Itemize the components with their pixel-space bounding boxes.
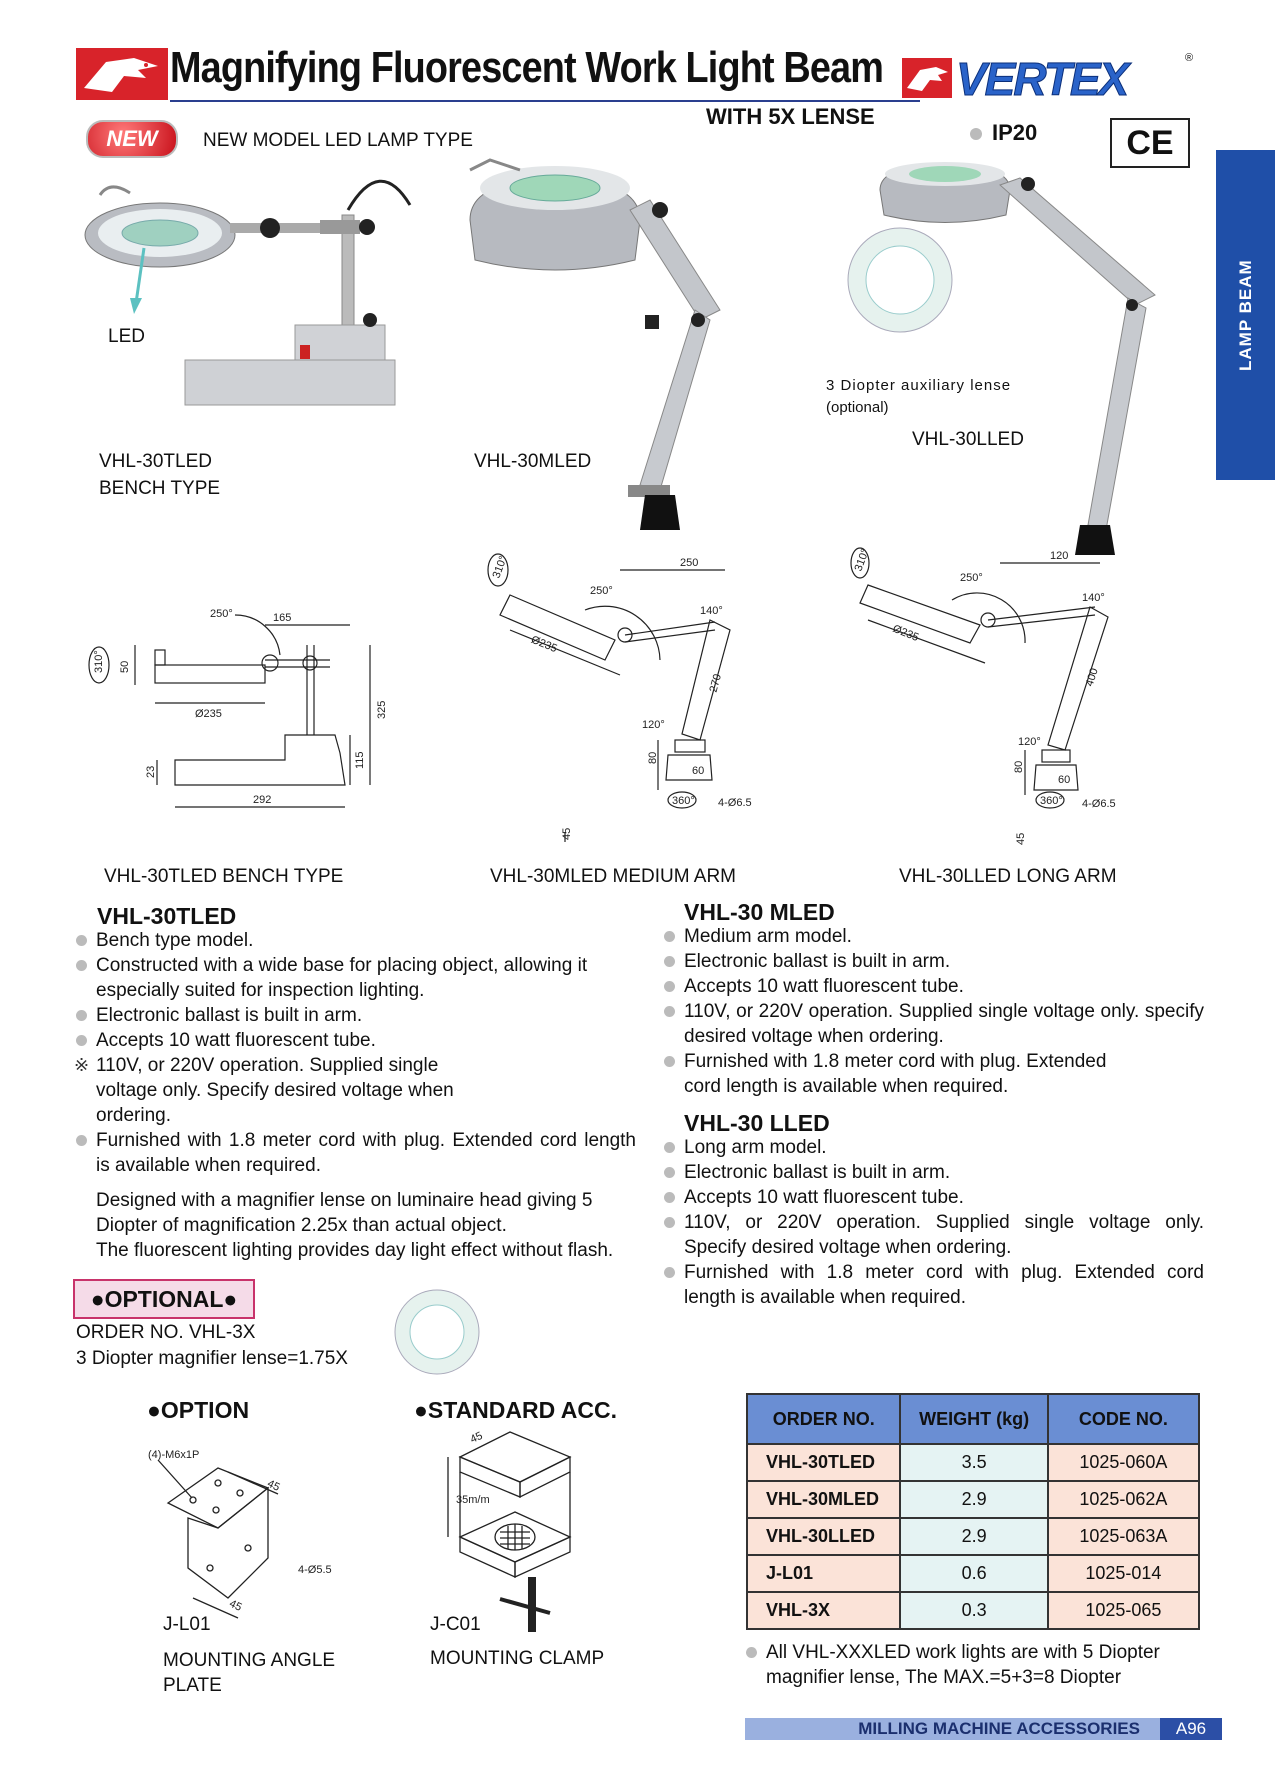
new-model-caption: NEW MODEL LED LAMP TYPE xyxy=(203,130,473,151)
table-row xyxy=(747,1592,1199,1629)
mled-dim-60: 60 xyxy=(692,765,705,777)
mled-dim-235: Ø235 xyxy=(529,633,559,656)
table-row xyxy=(747,1518,1199,1555)
cell-order-no: VHL-30MLED xyxy=(747,1481,900,1518)
mled-photo xyxy=(460,160,710,530)
lled-dim-a140: 140° xyxy=(1082,592,1105,604)
brand-logo: VERTEX xyxy=(956,53,1128,105)
tled-bullet: Electronic ballast is built in arm. xyxy=(76,1003,636,1028)
cell-weight: 0.3 xyxy=(900,1592,1047,1629)
mled-drawing xyxy=(470,550,770,850)
mled-drawing-caption: VHL-30MLED MEDIUM ARM xyxy=(490,866,736,887)
tled-dim-23: 23 xyxy=(145,765,157,778)
mled-specs xyxy=(664,924,1204,1099)
lled-bullet: Furnished with 1.8 meter cord with plug. Extended cord length is available when required. xyxy=(664,1260,1204,1310)
tled-bullet: Furnished with 1.8 meter cord with plug. Extended cord length is available when required. xyxy=(76,1128,636,1178)
auxiliary-lense-photo xyxy=(845,225,955,335)
tled-dim-115: 115 xyxy=(354,751,366,769)
jc01-dim-45: 45 xyxy=(468,1429,485,1446)
mled-dim-45: 45 xyxy=(561,827,573,840)
table-header-row xyxy=(747,1394,1199,1444)
cell-order-no: VHL-30TLED xyxy=(747,1444,900,1481)
cell-code-no: 1025-014 xyxy=(1048,1555,1199,1592)
page-title: Magnifying Fluorescent Work Light Beam xyxy=(170,43,883,92)
optional-lense-photo xyxy=(392,1287,482,1377)
tled-photo-model: VHL-30TLED xyxy=(99,451,212,472)
jc01-code: J-C01 xyxy=(430,1614,481,1635)
cell-order-no: J-L01 xyxy=(747,1555,900,1592)
jl01-dim-holes: 4-Ø5.5 xyxy=(298,1564,332,1576)
tled-dim-235: Ø235 xyxy=(195,708,222,720)
ce-mark: CE xyxy=(1110,118,1190,168)
jl01-code: J-L01 xyxy=(163,1614,211,1635)
tled-specs xyxy=(76,928,636,1263)
led-pointer-arrow xyxy=(130,248,150,318)
lled-dim-120: 120 xyxy=(1050,550,1069,562)
mled-dim-a360: 360° xyxy=(672,795,695,807)
lled-bullet: Accepts 10 watt fluorescent tube. xyxy=(664,1185,1204,1210)
aux-lense-caption-2: (optional) xyxy=(826,399,889,416)
tled-heading: VHL-30TLED xyxy=(97,903,237,929)
mled-bullet: Medium arm model. xyxy=(664,924,1204,949)
option-heading: ●OPTION xyxy=(147,1397,250,1423)
registered-mark: ® xyxy=(1185,52,1194,64)
angle-plate-drawing xyxy=(148,1448,368,1618)
table-row xyxy=(747,1555,1199,1592)
tled-drawing-caption: VHL-30TLED BENCH TYPE xyxy=(104,866,344,887)
aux-lense-caption-1: 3 Diopter auxiliary lense xyxy=(826,377,1012,394)
col-code-no: CODE NO. xyxy=(1048,1394,1199,1444)
jl01-dim-bolt: (4)-M6x1P xyxy=(148,1449,200,1461)
cell-weight: 2.9 xyxy=(900,1518,1047,1555)
lled-dim-a120: 120° xyxy=(1018,736,1041,748)
cell-code-no: 1025-062A xyxy=(1048,1481,1199,1518)
table-row xyxy=(747,1444,1199,1481)
lled-specs xyxy=(664,1135,1204,1310)
lled-dim-45: 45 xyxy=(1015,832,1027,845)
new-badge: NEW xyxy=(86,120,178,158)
jl01-name: MOUNTING ANGLE PLATE xyxy=(163,1650,336,1696)
eagle-logo-icon xyxy=(76,48,168,100)
col-order-no: ORDER NO. xyxy=(747,1394,900,1444)
standard-acc-heading: ●STANDARD ACC. xyxy=(414,1397,617,1423)
tled-description-1: Designed with a magnifier lense on luminaire head giving 5 Diopter of magnification 2.25x than actual object. xyxy=(96,1190,593,1236)
lled-dim-holes: 4-Ø6.5 xyxy=(1082,798,1116,810)
tled-dim-310: 310° xyxy=(93,650,105,673)
mled-dim-270: 270 xyxy=(707,672,724,694)
ip-rating: IP20 xyxy=(970,120,1037,146)
lled-drawing-caption: VHL-30LLED LONG ARM xyxy=(899,866,1117,887)
cell-code-no: 1025-063A xyxy=(1048,1518,1199,1555)
order-table xyxy=(746,1393,1200,1630)
lled-dim-310: 310° xyxy=(852,547,872,573)
footer-section: MILLING MACHINE ACCESSORIES xyxy=(858,1719,1140,1738)
tled-photo-type: BENCH TYPE xyxy=(99,478,221,499)
mled-dim-a120: 120° xyxy=(642,719,665,731)
mled-dim-80: 80 xyxy=(647,751,659,764)
vertex-logo-icon xyxy=(902,58,952,98)
tled-dim-50: 50 xyxy=(119,660,131,673)
tled-dim-325: 325 xyxy=(376,700,388,719)
jc01-name: MOUNTING CLAMP xyxy=(430,1648,605,1669)
clamp-drawing xyxy=(440,1427,610,1637)
lled-bullet: Long arm model. xyxy=(664,1135,1204,1160)
cell-weight: 0.6 xyxy=(900,1555,1047,1592)
jl01-dim-45a: 45 xyxy=(265,1477,282,1494)
led-label: LED xyxy=(108,326,145,347)
title-underline xyxy=(170,100,920,102)
lled-dim-60: 60 xyxy=(1058,774,1071,786)
cell-weight: 3.5 xyxy=(900,1444,1047,1481)
jl01-dim-45b: 45 xyxy=(227,1597,244,1614)
sidebar-label: LAMP BEAM xyxy=(1236,259,1255,371)
mled-bullet: Accepts 10 watt fluorescent tube. xyxy=(664,974,1204,999)
lled-bullet: 110V, or 220V operation. Supplied single voltage only. Specify desired voltage when ordering. xyxy=(664,1210,1204,1260)
mled-bullet: Electronic ballast is built in arm. xyxy=(664,949,1204,974)
cell-order-no: VHL-30LLED xyxy=(747,1518,900,1555)
tled-dim-165: 165 xyxy=(273,612,292,624)
cell-order-no: VHL-3X xyxy=(747,1592,900,1629)
optional-desc: 3 Diopter magnifier lense=1.75X xyxy=(76,1348,348,1369)
lled-dim-a250: 250° xyxy=(960,572,983,584)
tled-bullet: Bench type model. xyxy=(76,928,636,953)
lled-drawing xyxy=(840,545,1140,850)
lled-bullet: Electronic ballast is built in arm. xyxy=(664,1160,1204,1185)
jc01-dim-35: 35m/m xyxy=(456,1494,490,1506)
tled-description-2: The fluorescent lighting provides day light effect without flash. xyxy=(96,1240,614,1261)
table-note-text: All VHL-XXXLED work lights are with 5 Diopter magnifier lense, The MAX.=5+3=8 Diopter xyxy=(746,1640,1216,1690)
mled-dim-310: 310° xyxy=(490,554,510,580)
cell-code-no: 1025-060A xyxy=(1048,1444,1199,1481)
lled-dim-a360: 360° xyxy=(1040,795,1063,807)
tled-bullet: Constructed with a wide base for placing object, allowing it especially suited for inspection lighting. xyxy=(76,953,636,1003)
lled-dim-400: 400 xyxy=(1083,666,1101,688)
cell-weight: 2.9 xyxy=(900,1481,1047,1518)
tled-dim-a250: 250° xyxy=(210,608,233,620)
page-number: A96 xyxy=(1160,1718,1222,1740)
lled-heading: VHL-30 LLED xyxy=(684,1110,830,1136)
mled-dim-250: 250 xyxy=(680,557,699,569)
lled-dim-80: 80 xyxy=(1013,760,1025,773)
lled-photo-model: VHL-30LLED xyxy=(912,429,1024,450)
table-note xyxy=(746,1640,1216,1690)
mled-dim-a250: 250° xyxy=(590,585,613,597)
tled-dim-292: 292 xyxy=(253,794,272,806)
lled-dim-235: Ø235 xyxy=(890,622,921,644)
page-subtitle: WITH 5X LENSE xyxy=(706,104,875,129)
mled-bullet: Furnished with 1.8 meter cord with plug. Extended cord length is available when required. xyxy=(664,1049,1204,1099)
tled-bullet: Accepts 10 watt fluorescent tube. xyxy=(76,1028,636,1053)
mled-photo-model: VHL-30MLED xyxy=(474,451,592,472)
tled-voltage-note: ※ 110V, or 220V operation. Supplied single voltage only. Specify desired voltage when ordering. xyxy=(76,1053,636,1128)
mled-dim-holes: 4-Ø6.5 xyxy=(718,797,752,809)
mled-bullet: 110V, or 220V operation. Supplied single voltage only. specify desired voltage when ordering. xyxy=(664,999,1204,1049)
optional-label: ●OPTIONAL● xyxy=(73,1279,255,1319)
lled-photo xyxy=(870,160,1160,560)
optional-order-no: ORDER NO. VHL-3X xyxy=(76,1322,256,1343)
cell-code-no: 1025-065 xyxy=(1048,1592,1199,1629)
tled-drawing xyxy=(85,585,415,825)
mled-dim-a140: 140° xyxy=(700,605,723,617)
col-weight: WEIGHT (kg) xyxy=(900,1394,1047,1444)
mled-heading: VHL-30 MLED xyxy=(684,899,835,925)
table-row xyxy=(747,1481,1199,1518)
